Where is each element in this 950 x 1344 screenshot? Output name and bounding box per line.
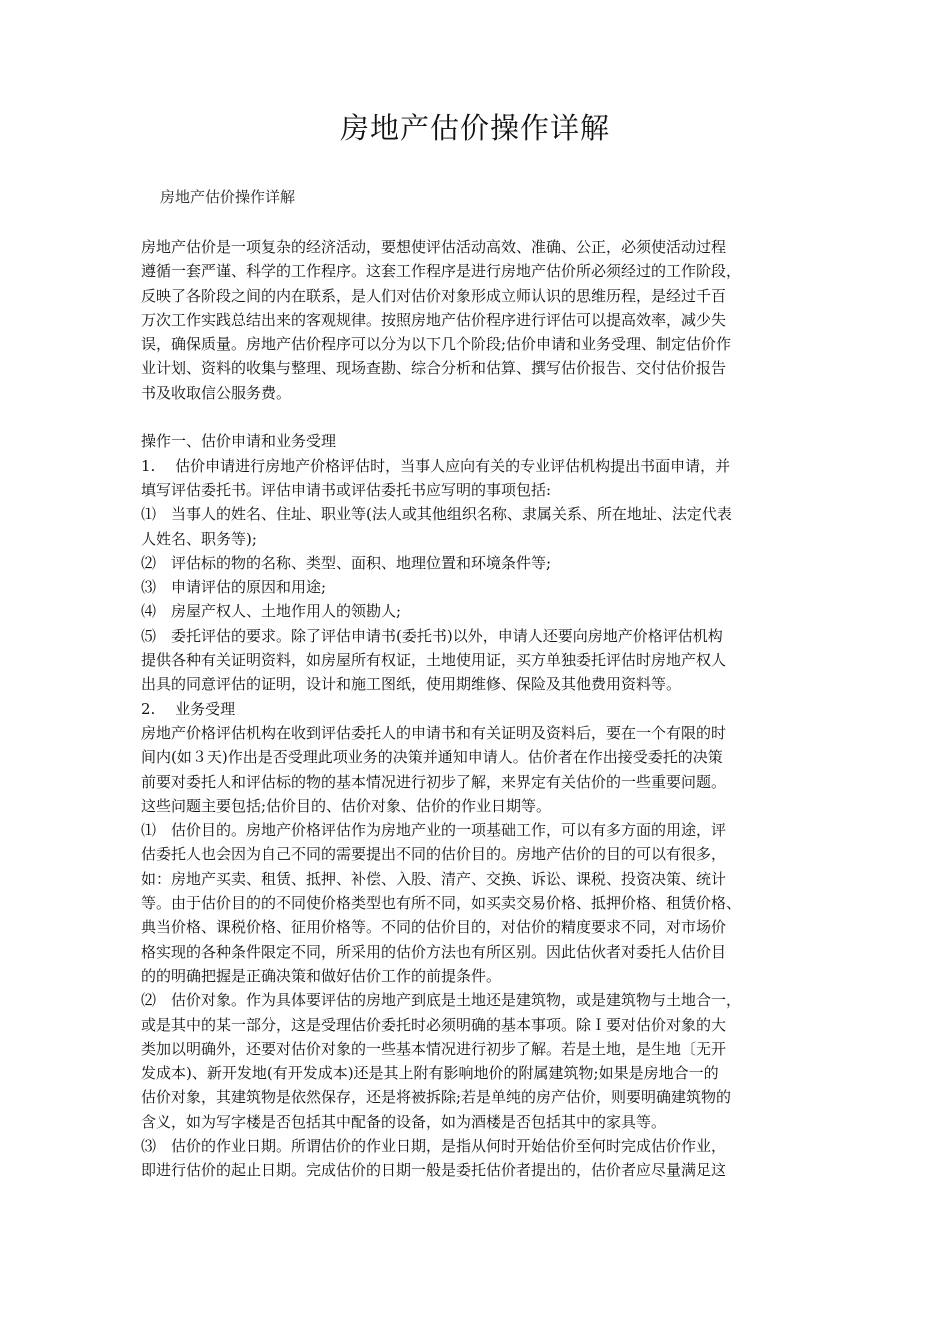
body-line: 出具的同意评估的证明，设计和施工图纸，使用期维修、保险及其他费用资料等。 [141, 675, 682, 694]
body-line: 房地产价格评估机构在收到评估委托人的申请书和有关证明及资料后，要在一个有限的时 [141, 723, 727, 742]
body-line: 如：房地产买卖、租赁、抵押、补偿、入股、清产、交换、诉讼、课税、投资决策、统计 [141, 869, 727, 888]
body-line: 的的明确把握是正确决策和做好估价工作的前提条件。 [141, 966, 502, 985]
body-line: 即进行估价的起止日期。完成估价的日期一般是委托估价者提出的，估价者应尽量满足这 [141, 1161, 727, 1180]
body-line: 万次工作实践总结出来的客观规律。按照房地产估价程序进行评估可以提高效率，减少失 [141, 310, 727, 329]
body-line: 间内(如３天)作出是否受理此项业务的决策并通知申请人。估价者在作出接受委托的决策 [141, 748, 723, 767]
body-line: 典当价格、课税价格、征用价格等。不同的估价目的，对估价的精度要求不同，对市场价 [141, 918, 727, 937]
body-line: 2. 业务受理 [141, 699, 236, 718]
body-line: 估价对象，其建筑物是依然保存，还是将被拆除;若是单纯的房产估价，则要明确建筑物的 [141, 1088, 732, 1107]
body-line: 发成本)、新开发地(有开发成本)还是其上附有影响地价的附属建筑物;如果是房地合一的 [141, 1064, 719, 1083]
body-line: 误，确保质量。房地产估价程序可以分为以下几个阶段;估价申请和业务受理、制定估价作 [141, 335, 732, 354]
body-line: 人姓名、职务等); [141, 529, 257, 548]
body-line: 业计划、资料的收集与整理、现场查勘、综合分析和估算、撰写估价报告、交付估价报告 [141, 359, 727, 378]
body-line: 填写评估委托书。评估申请书或评估委托书应写明的事项包括: [141, 480, 552, 499]
document-body [141, 235, 829, 1183]
body-line: ⑵ 评估标的物的名称、类型、面积、地理位置和环境条件等; [141, 553, 552, 572]
body-line: 等。由于估价目的的不同使价格类型也有所不同，如买卖交易价格、抵押价格、租赁价格、 [141, 894, 742, 913]
body-line: ⑶ 申请评估的原因和用途; [141, 578, 327, 597]
paragraph-gap [141, 405, 829, 429]
body-line: 含义，如为写字楼是否包括其中配备的设备，如为酒楼是否包括其中的家具等。 [141, 1112, 667, 1131]
body-line: 前要对委托人和评估标的物的基本情况进行初步了解，来界定有关估价的一些重要问题。 [141, 772, 727, 791]
body-line: 估委托人也会因为自己不同的需要提出不同的估价目的。房地产估价的目的可以有很多， [141, 845, 727, 864]
body-line: 反映了各阶段之间的内在联系，是人们对估价对象形成立师认识的思维历程，是经过千百 [141, 286, 727, 305]
body-line: 或是其中的某一部分，这是受理估价委托时必须明确的基本事项。除Ｉ要对估价对象的大 [141, 1015, 727, 1034]
body-line: 遵循一套严谨、科学的工作程序。这套工作程序是进行房地产估价所必须经过的工作阶段， [141, 262, 742, 281]
document-title: 房地产估价操作详解 [339, 111, 610, 145]
body-line: 类加以明确外，还要对估价对象的一些基本情况进行初步了解。若是土地，是生地〔无开 [141, 1039, 727, 1058]
body-line: 房地产估价是一项复杂的经济活动，要想使评估活动高效、准确、公正，必须使活动过程 [141, 238, 727, 256]
body-line: ⑴ 估价目的。房地产价格评估作为房地产业的一项基础工作，可以有多方面的用途，评 [141, 821, 727, 840]
body-line: ⑵ 估价对象。作为具体要评估的房地产到底是土地还是建筑物，或是建筑物与土地合一， [141, 991, 742, 1010]
body-line: ⑷ 房屋产权人、土地作用人的领勘人; [141, 602, 402, 621]
document-subtitle: 房地产估价操作详解 [160, 188, 296, 206]
body-line: 这些问题主要包括;估价目的、估价对象、估价的作业日期等。 [141, 796, 552, 815]
body-line: ⑸ 委托评估的要求。除了评估申请书(委托书)以外，申请人还要向房地产价格评估机构 [141, 626, 723, 645]
body-line: 1. 估价申请进行房地产价格评估时，当事人应向有关的专业评估机构提出书面申请，并 [141, 456, 731, 475]
body-line: ⑶ 估价的作业日期。所谓估价的作业日期，是指从何时开始估价至何时完成估价作业， [141, 1136, 727, 1155]
section-heading: 操作一、估价申请和业务受理 [141, 432, 337, 451]
body-line: 格实现的各种条件限定不同，所采用的估价方法也有所区别。因此估伙者对委托人估价目 [141, 942, 727, 961]
body-line: ⑴ 当事人的姓名、住址、职业等(法人或其他组织名称、隶属关系、所在地址、法定代表 [141, 505, 732, 524]
body-line: 书及收取信公服务费。 [141, 383, 292, 402]
body-line: 提供各种有关证明资料，如房屋所有权证，土地使用证，买方单独委托评估时房地产权人 [141, 651, 727, 670]
